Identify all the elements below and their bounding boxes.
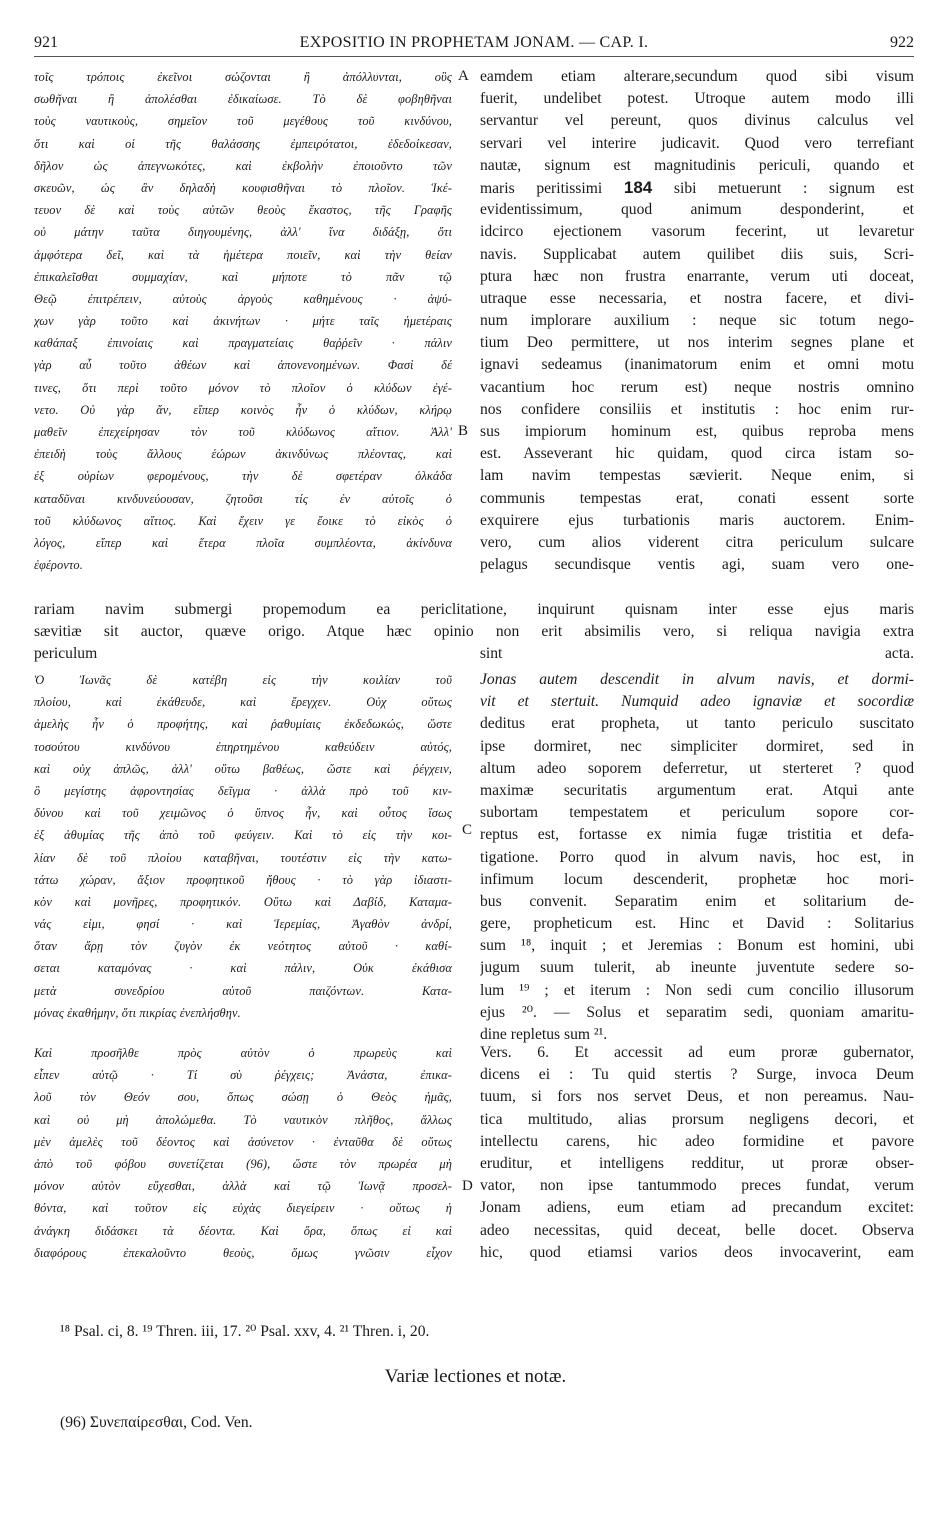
greek-line: ὅτι καὶ οἱ τῆς θαλάσσης ἐμπειρότατοι, ἐδεδοίκεσαν, xyxy=(34,136,452,151)
greek-line: ἀπὸ τοῦ φόβου συνετίζεται (96), ὥστε τὸν πρωρέα μὴ xyxy=(34,1156,452,1171)
text-line: sævitiæ sit auctor, quæve origo. Atque hæc opinio non erit absimilis vero, si reliqua navigia extra xyxy=(34,623,914,641)
latin-text: sibi metuerunt : signum est xyxy=(673,179,914,197)
latin-line: dicens ei : Tu quid stertis ? Surge, invoca Deum xyxy=(480,1066,914,1084)
latin-line: vacantium hoc rerum est) neque nostris omnino xyxy=(480,378,914,396)
latin-line: intellectu carens, hic adeo formidine et pavore xyxy=(480,1132,914,1150)
latin-text: maris peritissimi xyxy=(480,179,603,197)
greek-line: Ὁ Ἰωνᾶς δὲ κατέβη εἰς τὴν κοιλίαν τοῦ xyxy=(34,673,452,687)
greek-line: ἐξ οὐρίων φερομένους, τὴν δὲ σφετέραν ὁλκάδα xyxy=(34,469,452,484)
variant-note: (96) Συνεπαίρεσθαι, Cod. Ven. xyxy=(60,1414,253,1431)
greek-line: δῆλον ὡς ἀπεγνωκότες, καὶ ἐκβολὴν ἐποιοῦντο τῶν xyxy=(34,158,452,173)
greek-line: τοῖς τρόποις ἐκεῖνοι σώζονται ἢ ἀπόλλυνται, οὓς xyxy=(34,70,452,84)
greek-line: τοσούτου κινδύνου ἐπηρτημένου καθεύδειν αὐτός, xyxy=(34,739,452,754)
latin-line: infimum locum descenderit, prophetæ hoc mori- xyxy=(480,870,914,888)
greek-line: ἐπειδὴ τοὺς ἄλλους ἑώρων ἀκινδύνως πλέοντας, καὶ xyxy=(34,447,452,462)
greek-line: κὸν καὶ μονῆρες, προφητικόν. Οὕτω καὶ Δαβίδ, Καταμα- xyxy=(34,894,452,909)
greek-line: καὶ οὐ μὴ ἀπολώμεθα. Τὸ ναυτικὸν πλῆθος, ἄλλως xyxy=(34,1112,452,1127)
greek-line: ἐπικαλεῖσθαι συμμαχίαν, καὶ μήποτε τὸ πᾶν τῷ xyxy=(34,269,452,284)
latin-line: hic, quod etiamsi varios deos invocaverint, eam xyxy=(480,1243,914,1261)
latin-line: pelagus secundisque ventis agi, suam vero one- xyxy=(480,556,914,574)
latin-line: jugum suum tulerit, ab ineunte juventute sedere so- xyxy=(480,959,914,977)
running-title: EXPOSITIO IN PROPHETAM JONAM. — CAP. I. xyxy=(299,34,649,51)
latin-line: eruditur, et intelligens redditur, ut proræ obser- xyxy=(480,1154,914,1172)
latin-line: ipse dormiret, nec simpliciter dormiret, sed in xyxy=(480,737,914,755)
latin-line: servari vel interire judicavit. Quod vero terrefiant xyxy=(480,134,914,152)
latin-line: utraque esse necessaria, et nostra facere, et divi- xyxy=(480,289,914,307)
latin-line: exquirere ejus turbationis maris auctorem. Enim- xyxy=(480,511,914,529)
greek-line: λίαν δὲ τοῦ πλοίου καταβῆναι, τουτέστιν εἰς τὴν κατω- xyxy=(34,850,452,865)
column-marker-d: D xyxy=(462,1178,473,1194)
latin-line: fuerit, undelibet potest. Utroque autem modo illi xyxy=(480,90,914,108)
greek-line: ἐφέροντο. xyxy=(34,558,83,573)
latin-line: sus impiorum hominum est, quibus reproba mens xyxy=(480,423,914,440)
latin-line: ptura hæc non frustra enarrante, verum uti doceat, xyxy=(480,267,914,285)
latin-line: Jonam adiens, eum etiam ad precandum excitet: xyxy=(480,1199,914,1217)
latin-line: gere, propheticum est. Hinc et David : Solitarius xyxy=(480,915,914,933)
greek-line: θόντα, καὶ τοῦτον εἰς εὐχὰς διεγείρειν · οὕτως ἡ xyxy=(34,1201,452,1216)
greek-line: διαφόρους ἐπεκαλοῦντο θεοὺς, ὅμως γνῶσιν εἶχον xyxy=(34,1245,452,1260)
greek-line: τινες, ὅτι περὶ τοῦτο μόνον τὸ πλοῖον ὁ κλύδων ἐγέ- xyxy=(34,380,452,395)
greek-line: Θεῷ ἐπιτρέπειν, αὐτοὺς ἀργοὺς καθημένους · ἀψύ- xyxy=(34,291,452,306)
greek-line: καὶ οὐχ ἁπλῶς, ἀλλ' οὕτω βαθέως, ὥστε καὶ ῥέγχειν, xyxy=(34,761,452,776)
greek-column-2 xyxy=(34,669,452,1024)
latin-line: eamdem etiam alterare,secundum quod sibi visum xyxy=(480,68,914,85)
greek-line: μὲν ἀμελὲς τοῦ δέοντος καὶ ἀσύνετον · ἐνταῦθα δὲ οὕτως xyxy=(34,1134,452,1149)
latin-line: reptus est, fortasse ex nimia fugæ tristitia et defa- xyxy=(480,826,914,844)
greek-line: δύνου καὶ τοῦ χειμῶνος ὁ ὕπνος ἦν, καὶ οὗτος ἴσως xyxy=(34,806,452,821)
latin-line: sum ¹⁸, inquit ; et Jeremias : Bonum est homini, ubi xyxy=(480,937,914,955)
latin-line: tuum, si fors nos servet Deus, et non pereamus. Nau- xyxy=(480,1088,914,1106)
latin-line: nos confidere consiliis et institutis : hoc enim rur- xyxy=(480,400,914,418)
latin-line: lam navim tempestas sævierit. Neque enim, si xyxy=(480,467,914,485)
latin-line: Vers. 6. Et accessit ad eum proræ gubernator, xyxy=(480,1044,914,1061)
greek-line: λοῦ τὸν Θεόν σου, ὅπως σώσῃ ὁ Θεὸς ἡμᾶς, xyxy=(34,1090,452,1105)
latin-line: tica multitudo, alias prorsum negligens decori, et xyxy=(480,1110,914,1128)
latin-line: tium Deo permittere, ut nos interim segnes plane et xyxy=(480,334,914,352)
latin-line: dine repletus sum ²¹. xyxy=(480,1026,608,1043)
latin-column-1 xyxy=(480,66,914,576)
latin-line: est. Asseverant hic quidam, quod circa istam so- xyxy=(480,445,914,463)
greek-line: ἐξ ἀθυμίας τῆς ἀπὸ τοῦ φεύγειν. Καὶ τὸ εἰς τὴν κοι- xyxy=(34,828,452,843)
column-marker-c: C xyxy=(462,822,473,838)
greek-line: ἀνάγκη διδάσκει τὰ δέοντα. Καὶ ὅρα, ὅπως εἰ καὶ xyxy=(34,1223,452,1238)
text-line: rariam navim submergi propemodum ea periclitatione, inquirunt quisnam inter esse ejus maris xyxy=(34,601,914,618)
latin-column-2 xyxy=(480,669,914,1046)
latin-line: vit et stertuit. Numquid adeo ignaviæ et socordiæ xyxy=(480,693,914,711)
column-marker-a: A xyxy=(458,68,469,84)
latin-line: num implorare auxilium : neque sic totum nego- xyxy=(480,312,914,330)
latin-line: Jonas autem descendit in alvum navis, et dormi- xyxy=(480,671,914,688)
footnotes: ¹⁸ Psal. ci, 8. ¹⁹ Thren. iii, 17. ²⁰ Psal. xxv, 4. ²¹ Thren. i, 20. xyxy=(60,1323,430,1340)
greek-line: μόνας ἐκαθήμην, ὅτι πικρίας ἐνεπλήσθην. xyxy=(34,1005,241,1020)
greek-line: γὰρ αὖ τοῦτο ἀθέων καὶ ἀπονενοημένων. Φασὶ δέ xyxy=(34,358,452,373)
greek-line: μετὰ συνεδρίου αὐτοῦ παιζόντων. Κατα- xyxy=(34,983,452,998)
greek-line: λόγος, εἴπερ καὶ ἕτερα πλοῖα συμπλέοντα, ἀκίνδυνα xyxy=(34,535,452,550)
greek-line: καταδῦναι κινδυνεύουσαν, ζητοῦσι τίς ἐν αὐτοῖς ὁ xyxy=(34,491,452,506)
text-line: periculum sint acta. xyxy=(34,645,914,663)
latin-line: nautæ, signum est magnitudinis periculi, quando et xyxy=(480,156,914,174)
greek-line: Καὶ προσῆλθε πρὸς αὐτὸν ὁ πρωρεὺς καὶ xyxy=(34,1046,452,1060)
greek-line: καθάπαξ ἐπινοίαις καὶ πραγματείαις θαῤῥεῖν · πάλιν xyxy=(34,336,452,351)
greek-line: τευον δὲ καὶ τοὺς αὐτῶν θεοὺς ἕκαστος, τῆς Γραφῆς xyxy=(34,203,452,218)
running-header xyxy=(34,34,914,57)
latin-line: subortam tempestatem et periculum sopore cor- xyxy=(480,804,914,822)
variae-heading: Variæ lectiones et notæ. xyxy=(384,1366,567,1387)
greek-line: εἶπεν αὐτῷ · Τί σὺ ῥέγχεις; Ἀνάστα, ἐπικα- xyxy=(34,1068,452,1083)
greek-line: πλοίου, καὶ ἐκάθευδε, καὶ ἔρεγχεν. Οὐχ οὕτως xyxy=(34,695,452,710)
latin-line: vero, cum alios viderent citra periculum sulcare xyxy=(480,533,914,551)
greek-column-3 xyxy=(34,1042,452,1264)
latin-line: altum adeo soporem deferretur, ut sterteret ? quod xyxy=(480,759,914,777)
latin-line: idcirco ejectionem vasorum fecerint, ut levaretur xyxy=(480,223,914,241)
latin-line: ignavi sedeamus (inanimatorum enim et omni motu xyxy=(480,356,914,374)
greek-column-1 xyxy=(34,66,452,576)
greek-line: σωθῆναι ἢ ἀπολέσθαι ἐδικαίωσε. Τὸ δὲ φοβηθῆναι xyxy=(34,92,452,107)
latin-line: navis. Supplicabat autem quilibet diis suis, Scri- xyxy=(480,245,914,263)
greek-line: τοὺς ναυτικοὺς, σημεῖον τοῦ μεγέθους τοῦ κινδύνου, xyxy=(34,114,452,129)
greek-line: χων γὰρ τοῦτο καὶ ἀκινήτων · μήτε ταῖς ἡμετέραις xyxy=(34,314,452,329)
greek-line: μόνον αὐτὸν εὔχεσθαι, ἀλλὰ καὶ τῷ Ἰωνᾷ προσελ- xyxy=(34,1179,452,1194)
greek-line: ὅταν ἄρῃ τὸν ζυγὸν ἐκ νεότητος αὐτοῦ · καθί- xyxy=(34,939,452,954)
latin-line: deditus erat propheta, ut tanto periculo suscitato xyxy=(480,715,914,733)
greek-line: σκευῶν, ὡς ἂν δηλαδὴ κουφισθῆναι τὸ πλοῖον. Ἱκέ- xyxy=(34,180,452,195)
column-number: 184 xyxy=(623,177,653,197)
latin-line: evidentissimum, quod animum desponderint, et xyxy=(480,201,914,219)
latin-line: ejus ²⁰. — Solus et separatim sedi, quoniam amaritu- xyxy=(480,1003,914,1021)
greek-line: ἀμελὴς ἦν ὁ προφήτης, καὶ ῥαθυμίαις ἐκδεδωκώς, ὥστε xyxy=(34,717,452,732)
greek-line: τοῦ κλύδωνος αἴτιος. Καὶ ἔχειν γε ἔοικε τὸ εἰκὸς ὁ xyxy=(34,513,452,528)
latin-line: vator, non ipse tantummodo preces fundat, verum xyxy=(480,1177,914,1195)
latin-line xyxy=(480,177,914,199)
greek-line: σεται καταμόνας · καὶ πάλιν, Οὐκ ἐκάθισα xyxy=(34,961,452,976)
latin-line: lum ¹⁹ ; et iterum : Non sedi cum concilio illusorum xyxy=(480,981,914,999)
greek-line: μαθεῖν ἐπεχείρησαν τὸν τοῦ κλύδωνος αἴτιον. Ἀλλ' xyxy=(34,425,452,439)
latin-column-3 xyxy=(480,1042,914,1264)
latin-line: maximæ securitatis argumentum erat. Atqui ante xyxy=(480,781,914,799)
greek-line: ἀμφότερα δεῖ, καὶ τὰ ἡμέτερα ποιεῖν, καὶ τὴν θείαν xyxy=(34,247,452,262)
column-marker-b: B xyxy=(458,423,469,439)
latin-line: bus convenit. Separatim enim et solitarium de- xyxy=(480,892,914,910)
greek-line: νάς εἰμι, φησί · καὶ Ἱερεμίας, Ἀγαθὸν ἀνδρί, xyxy=(34,917,452,932)
greek-line: ὃ μεγίστης ἀφροντησίας δεῖγμα · ἀλλὰ πρὸ τοῦ κιν- xyxy=(34,783,452,798)
greek-line: τάτω χώραν, ἄξιον προφητικοῦ ἤθους · τὸ γὰρ ἰδιαστι- xyxy=(34,872,452,887)
latin-line: tigatione. Porro quod in alvum navis, hoc est, in xyxy=(480,848,914,866)
latin-line: adeo necessitas, quid deceat, belle docet. Observa xyxy=(480,1221,914,1239)
greek-line: οὐ μάτην ταῦτα διηγουμένης, ἀλλ' ἵνα διδάξῃ, ὅτι xyxy=(34,225,452,240)
latin-line: communis tempestas erat, conati essent sorte xyxy=(480,489,914,507)
page-number-left: 921 xyxy=(34,34,58,51)
full-width-paragraph xyxy=(34,599,914,666)
page-number-right: 922 xyxy=(890,34,914,51)
greek-line: νετο. Οὐ γὰρ ἄν, εἴπερ κοινὸς ἦν ὁ κλύδων, κλήρῳ xyxy=(34,402,452,417)
latin-line: servantur vel pereunt, quos divinus calculus vel xyxy=(480,112,914,130)
